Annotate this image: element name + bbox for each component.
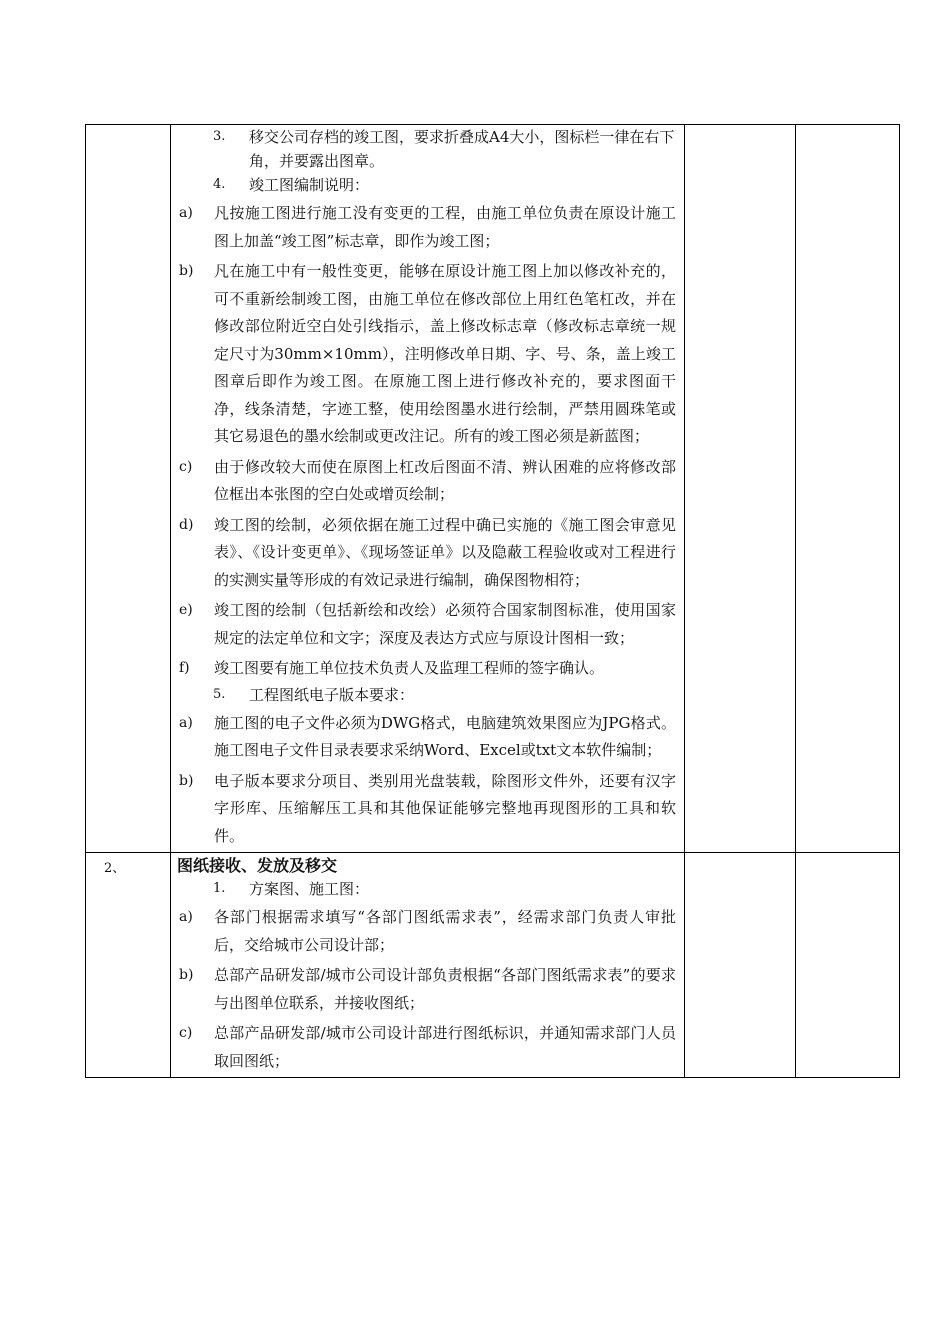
paragraph-text: 凡按施工图进行施工没有变更的工程，由施工单位负责在原设计施工图上加盖“竣工图”标志章，即作为竣工图； [214, 204, 676, 250]
list-item [177, 258, 676, 451]
list-item [177, 454, 676, 509]
paragraph-text: 施工图的电子文件必须为DWG格式，电脑建筑效果图应为JPG格式。施工图电子文件目录表要求采纳Word、Excel或txt文本软件编制； [214, 713, 676, 759]
document-table [85, 124, 900, 1078]
paragraph-text: 竣工图要有施工单位技术负责人及监理工程师的签字确认。 [214, 659, 605, 677]
item-label: c) [179, 458, 193, 475]
paragraph-text: 总部产品研发部/城市公司设计部进行图纸标识，并通知需求部门人员取回图纸； [214, 1024, 676, 1070]
item-label: a) [179, 909, 193, 925]
item-label: b) [179, 263, 194, 279]
row-number: 2、 [104, 861, 126, 876]
item-label: a) [179, 205, 193, 221]
paragraph-number: 1. [213, 881, 226, 896]
list-item [177, 1020, 676, 1075]
paragraph-text: 工程图纸电子版本要求： [249, 685, 415, 704]
numbered-paragraph [177, 125, 676, 173]
item-label: c) [179, 1025, 193, 1041]
list-item [177, 768, 676, 851]
item-label: b) [179, 772, 194, 789]
row2-content [177, 877, 676, 1075]
row-content-cell [171, 853, 685, 1078]
empty-cell [796, 125, 900, 853]
paragraph-text: 由于修改较大而使在原图上杠改后图面不清、辨认困难的应将修改部位框出本张图的空白处或增页绘制； [214, 457, 676, 503]
row-number-cell [86, 125, 171, 853]
paragraph-text: 竣工图的绘制（包括新绘和改绘）必须符合国家制图标准，使用国家规定的法定单位和文字；深度及表达方式应与原设计图相一致； [214, 601, 676, 647]
item-label: b) [179, 967, 194, 983]
paragraph-number: 5. [213, 686, 226, 702]
row-content-cell [171, 125, 685, 853]
table-row [86, 853, 900, 1078]
paragraph-text: 竣工图的绘制，必须依据在施工过程中确已实施的《施工图会审意见表》、《设计变更单》、《现场签证单》以及隐蔽工程验收或对工程进行的实测实量等形成的有效记录进行编制，确保图物相符； [214, 515, 676, 589]
paragraph-number: 3. [213, 129, 226, 144]
paragraph-text: 移交公司存档的竣工图，要求折叠成A4大小，图标栏一律在右下角，并要露出图章。 [249, 128, 675, 170]
numbered-paragraph [177, 683, 676, 707]
paragraph-text: 总部产品研发部/城市公司设计部负责根据“各部门图纸需求表”的要求与出图单位联系，并接收图纸； [214, 966, 676, 1012]
empty-cell [685, 125, 796, 853]
list-item [177, 904, 676, 959]
paragraph-text: 电子版本要求分项目、类别用光盘装载，除图形文件外，还要有汉字字形库、压缩解压工具和其他保证能够完整地再现图形的工具和软件。 [214, 771, 676, 845]
item-label: d) [179, 516, 194, 533]
numbered-paragraph [177, 877, 676, 901]
row1-content [177, 125, 676, 850]
table-row [86, 125, 900, 853]
list-item [177, 200, 676, 255]
empty-cell [796, 853, 900, 1078]
section-heading: 图纸接收、发放及移交 [177, 856, 338, 875]
item-label: a) [179, 714, 193, 731]
list-item [177, 962, 676, 1017]
item-label: f) [179, 660, 190, 676]
row-number-cell [86, 853, 171, 1078]
paragraph-text: 竣工图编制说明： [249, 176, 370, 194]
list-item [177, 512, 676, 595]
paragraph-text: 凡在施工中有一般性变更，能够在原设计施工图上加以修改补充的，可不重新绘制竣工图，由施工单位在修改部位上用红色笔杠改，并在修改部位附近空白处引线指示，盖上修改标志章（修改标志章统一规定尺寸为30mm×10mm），注明修改单日期、字、号、条，盖上竣工图章后即作为竣工图。在原施工图上进行修改补充的，要求图面干净，线条清楚，字迹工整，使用绘图墨水进行绘制，严禁用圆珠笔或其它易退色的墨水绘制或更改注记。所有的竣工图必须是新蓝图； [214, 262, 676, 445]
list-item [177, 710, 676, 765]
list-item [177, 597, 676, 652]
item-label: e) [179, 602, 193, 618]
paragraph-text: 方案图、施工图： [249, 880, 370, 898]
paragraph-number: 4. [213, 177, 226, 192]
paragraph-text: 各部门根据需求填写“各部门图纸需求表”，经需求部门负责人审批后，交给城市公司设计部； [214, 908, 676, 954]
numbered-paragraph [177, 173, 676, 197]
empty-cell [685, 853, 796, 1078]
list-item [177, 655, 676, 683]
